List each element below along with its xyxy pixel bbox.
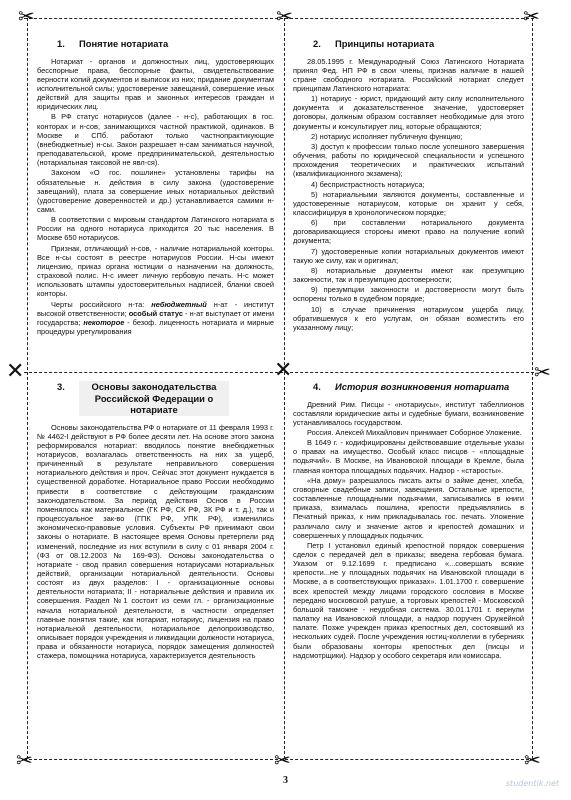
section-body (293, 400, 524, 660)
paragraph: Нотариат - органов и должностных лиц, удостоверяющих бесспорные права, бесспорные факты, свидетельствование верности копий документов и выписок из них; придание документам исполнительной силы; удостоверение завещаний, совершение иных действий для защиты прав и законных интересов граждан и юридических лиц. (37, 56, 274, 112)
section-title: Понятие нотариата (79, 38, 169, 49)
paragraph: 28.05.1995 г. Международный Союз Латинского Нотариата принял Фед. НП РФ в свои члены, признав наличие в нашей стране свободного нотариата. Российский нотариат следует принципам Латинского нотариата: (293, 56, 524, 93)
scissors-icon: ✂ (523, 4, 540, 28)
paragraph: Петр I установил единый крепостной порядок совершения сделок с передачей дел в приказы; введена гербовая бумага. Указом от 9.12.1699 г. предписано «...совершать всякие крепости...не у площадных подьячих на Ивановской площади в Москве, а в соответствующих приказах». 1.01.1700 г. совершение всех крепостей между лицами городского сословия в Москве передано московской ратуше, а торговых крепостей - Московской большой таможне - неудобная система. 30.01.1701 г. вернули палатку на Ивановской площади, а надзор поручен Оружейной палате. Позже учрежден приказ крепостных дел, состоявший из нескольких судей. После учреждения юстиц-коллегии в губерниях были образованы конторы крепостных дел (писцы и надсмотрщики). Надзор у особого секретаря или комиссара. (293, 540, 524, 660)
scissors-icon: ✂ (276, 4, 293, 28)
scissors-icon: ✂ (524, 748, 541, 772)
scissors-icon: ✂ (534, 360, 551, 384)
paragraph: В соответствии с мировым стандартом Латинского нотариата в России на одного нотариуса приходится 20 тыс населения. В Москве 650 нотариусов. (37, 215, 274, 243)
section-body (293, 57, 524, 333)
paragraph: Законом «О гос. пошлине» установлены тарифы на обязательные н. действия в силу закона (удостоверение завещаний), плата за совершение иных нотариальных действий (удостоверение доверенностей и др.) устанавливается самими н-сами. (37, 168, 274, 214)
paragraph: Признак, отличающий н-сов, - наличие нотариальной конторы. Все н-сы состоят в реестре нотариусов России. Н-сы имеют лицензию, приказ органа юстиции о назначении на должность, страховой полис. Н-с имеет личную гербовую печать. Н-с может использовать штампы удостоверительных надписей, бланки своей конторы. (37, 243, 274, 299)
cut-line-left (27, 18, 28, 759)
list-item: 4) беспристрастность нотариуса; (311, 179, 425, 189)
cut-line-right (532, 18, 533, 759)
scissors-icon: ✂ (18, 4, 35, 28)
section-notariat-concept (33, 38, 278, 368)
list-item: 1) нотариус - юрист, придающий акту силу исполнительного документа и доказательственное значение, удостоверяет договоры, должным образом составляет необходимые для этого документы и консультирует лиц, которые обращаются; (293, 94, 524, 131)
section-heading (293, 38, 524, 50)
list-item: 2) нотариус исполняет публичную функцию; (311, 131, 463, 141)
scissors-icon: ✕ (6, 359, 25, 384)
watermark: studentik.net (505, 779, 559, 788)
list-item: 3) доступ к профессии только после успешного завершения обучения, работы по юридической специальности и успешного прохождения теоретических и практических испытаний (квалификационного экзамена); (293, 141, 524, 179)
section-notariat-principles (289, 38, 528, 368)
list-item: 7) удостоверенные копии нотариальных документов имеют такую же силу, как и оригинал; (293, 246, 524, 265)
section-body (37, 423, 274, 661)
list-item: 5) нотариальными являются документы, составленные и удостоверенные нотариусом, которые он хранит у себя, классифицируя в хронологическом порядке; (293, 189, 524, 217)
section-notariat-history (289, 381, 528, 756)
section-heading (37, 38, 274, 50)
paragraph: Древний Рим. Писцы - «нотариусы», институт табеллионов составляли юридические акты и судебные бумаги, возникновение устанавливалось государством. (293, 399, 524, 427)
list-item: 6) при составлении нотариального документа договаривающиеся стороны имеют право на получение копий документа; (293, 218, 524, 246)
list-item: 10) в случае причинения нотариусом ущерба лицу, обратившемуся к его услугам, он обязан возместить его указанному лицу; (293, 304, 524, 332)
section-title: Основы законодательства Российской Федерации о нотариате (79, 381, 229, 416)
section-number: 4. (313, 381, 321, 392)
page-number: 3 (283, 775, 288, 786)
list-item: 8) нотариальные документы имеют как презумпцию законности, так и презумпцию достоверности; (293, 265, 524, 285)
section-heading (37, 381, 274, 416)
section-number: 3. (57, 381, 65, 392)
section-number: 1. (57, 38, 65, 49)
paragraph: В РФ статус нотариусов (далее - н-с), работающих в гос. конторах и н-сов, занимающихся частной практикой, одинаков. В Москве и СПб. работают только частнопрактикующие (внебюджетные) н-сы. Закон разрешает н-сам заниматься научной, преподавательской, кроме предпринимательской, деятельностью (нотариальная таксовой не явл-ся). (37, 112, 274, 168)
section-legislation-basics (33, 381, 278, 756)
scissors-icon: ✕ (274, 358, 293, 383)
section-body (37, 57, 274, 337)
paragraph: Россия. Алексей Михайлович принимает Соборное Уложение. (307, 427, 522, 437)
emphasis: небюджетный (151, 299, 207, 309)
scissors-icon: ✂ (16, 748, 33, 772)
cut-line-center (284, 18, 285, 759)
section-title: Принципы нотариата (335, 38, 435, 49)
paragraph: Черты российского н-та: небюджетный н-ат - институт высокой ответственности; особый статус - н-ат выступает от имени государства; некоторое - безоф. лиценность нотариата и мирные процедуры урегулирования (37, 299, 275, 337)
section-title: История возникновения нотариата (335, 381, 510, 392)
paragraph: Основы законодательства РФ о нотариате от 11 февраля 1993 г. № 4462-I действуют в РФ более десяти лет. На основе этого закона реформировался нотариат: вводилось понятие внебюджетных нотариусов, возлагалась ответственность на них за ущерб, причиненный в результате неправильного совершения нотариального действия и проч. Сейчас этот документ нуждается в существенной доработке. Нотариальное право России необходимо привести в соответствие с действующим гражданским законодательством. За период действия Основ в России поменялось как материальное (ГК РФ, СК РФ, ЗК РФ и т. д.), так и процессуальное зак-во (ГПК РФ, УПК РФ), изменились экономическо-правовые условия. Субъекты РФ принимают свои законы о нотариате. В настоящее время Основы претерпели ряд изменений, последние из них вступили в силу с 01 января 2004 г. (ФЗ от 08.12.2003 № 169-ФЗ). Основы законодательства о нотариате - свод правил совершения нотариусами нотариальных действий, организации нотариальной деятельности. Основы состоят из двух разделов: I - организационные основы деятельности нотариата; II - нотариальные действия и правила их совершения. Раздел №1 состоит из семи гл. - организационные начала нотариальной деятельности, в частности определяет главные понятия такие, как нотариат, нотариус, лицензия на право нотариальной деятельности, нотариальное делопроизводство, описывает порядок учреждения и ликвидации должности нотариуса, права и обязанности нотариуса, порядок замещения должностей стажера, помощника нотариуса, характеризуется деятельность (37, 422, 274, 661)
emphasis: особый статус (128, 308, 183, 318)
list-item: 9) презумпции законности и достоверности могут быть оспорены только в судебном порядке; (293, 285, 524, 304)
section-heading (293, 381, 524, 393)
paragraph: В 1649 г. - кодифицированы действовавшие отдельные указы о правах на имущество. Особый класс писцов - «площадные подьячий». В Москве, на Ивановской площади в Кремле, была главная контора площадных подьячих. Надзор - «старосты». (293, 438, 524, 475)
emphasis: некоторое (83, 317, 125, 327)
scissors-icon: ✂ (274, 748, 291, 772)
paragraph: «На дому» разрешалось писать акты о займе денег, хлеба, сговорные свадебные записи, завещания. Остальные крепости, составленные площадными подьячими, записывались в книги приказа, взималась пошлина, крепости предъявлялись в Печатный приказ, к ним прикладывалась гос. печать. Уложение различало силу и значение актов и крепостей домашних и совершенных у площадных подьячих. (293, 475, 524, 540)
section-number: 2. (313, 38, 321, 49)
